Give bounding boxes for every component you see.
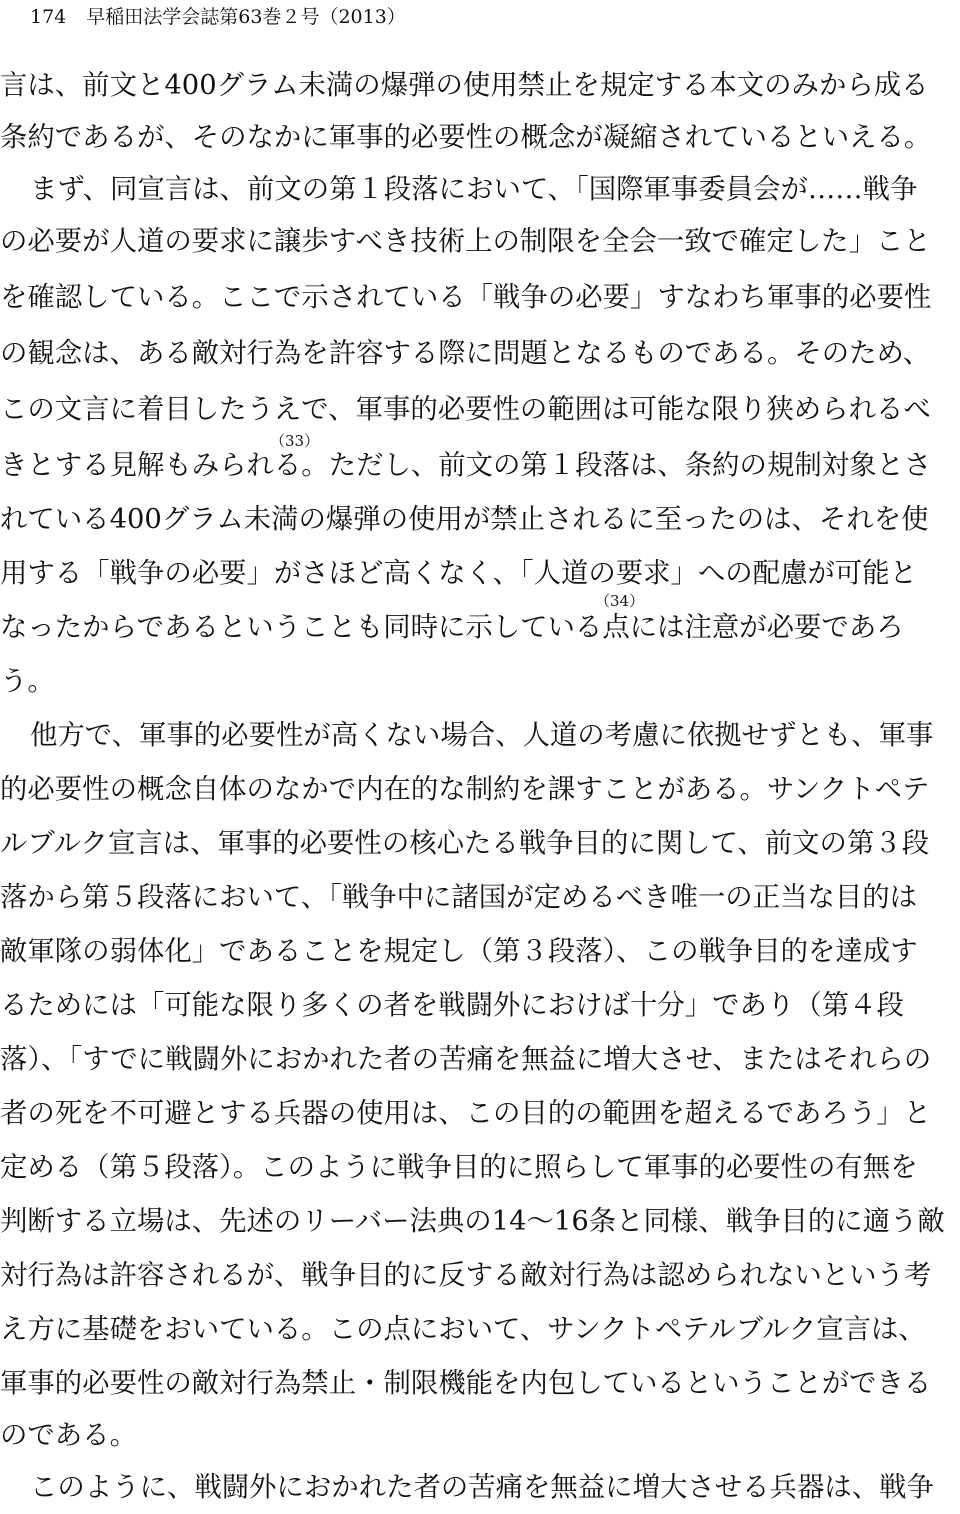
footnote-ref-33: （33） — [270, 432, 320, 450]
page-number: 174 — [30, 6, 67, 28]
text-line: れている400グラム未満の爆弾の使用が禁止されるに至ったのは、それを使 — [0, 504, 929, 535]
journal-title: 早稲田法学会誌第63巻２号（2013） — [86, 6, 406, 28]
text-line: 判断する立場は、先述のリーバー法典の14〜16条と同様、戦争目的に適う敵 — [0, 1206, 945, 1237]
text-line: え方に基礎をおいている。この点において、サンクトペテルブルク宣言は、 — [0, 1314, 926, 1345]
text-line: 的必要性の概念自体のなかで内在的な制約を課すことがある。サンクトペテ — [0, 774, 930, 805]
text-line: 対行為は許容されるが、戦争目的に反する敵対行為は認められないという考 — [0, 1260, 932, 1291]
text-line: 落から第５段落において、「戦争中に諸国が定めるべき唯一の正当な目的は — [0, 882, 918, 913]
text-line: 他方で、軍事的必要性が高くない場合、人道の考慮に依拠せずとも、軍事 — [30, 720, 934, 751]
text-line: 用する「戦争の必要」がさほど高くなく、「人道の要求」への配慮が可能と — [0, 558, 918, 589]
text-line: 言は、前文と400グラム未満の爆弾の使用禁止を規定する本文のみから成る — [0, 70, 929, 101]
text-line: 定める（第５段落）。このように戦争目的に照らして軍事的必要性の有無を — [0, 1152, 918, 1183]
footnote-ref-34: （34） — [595, 592, 645, 610]
text-line: の観念は、ある敵対行為を許容する際に問題となるものである。そのため、 — [0, 338, 931, 369]
text-line: う。 — [0, 666, 55, 697]
text-line: のである。 — [0, 1420, 137, 1451]
text-line: 条約であるが、そのなかに軍事的必要性の概念が凝縮されているといえる。 — [0, 122, 932, 153]
text-line: きとする見解もみられる。ただし、前文の第１段落は、条約の規制対象とさ — [0, 450, 932, 481]
text-line: 者の死を不可避とする兵器の使用は、この目的の範囲を超えるであろう」と — [0, 1098, 932, 1129]
text-line: このように、戦闘外におかれた者の苦痛を無益に増大させる兵器は、戦争 — [30, 1472, 934, 1503]
text-line: 軍事的必要性の敵対行為禁止・制限機能を内包しているということができる — [0, 1368, 932, 1399]
text-line: この文言に着目したうえで、軍事的必要性の範囲は可能な限り狭められるべ — [0, 394, 931, 425]
text-line: ルブルク宣言は、軍事的必要性の核心たる戦争目的に関して、前文の第３段 — [0, 828, 930, 859]
text-line: まず、同宣言は、前文の第１段落において、「国際軍事委員会が……戦争 — [30, 174, 918, 205]
text-line: 落）、「すでに戦闘外におかれた者の苦痛を無益に増大させ、またはそれらの — [0, 1044, 932, 1075]
text-line: なったからであるということも同時に示している点には注意が必要であろ — [0, 612, 904, 643]
text-line: を確認している。ここで示されている「戦争の必要」すなわち軍事的必要性 — [0, 282, 932, 313]
running-header — [30, 4, 406, 30]
text-line: 敵軍隊の弱体化」であることを規定し（第３段落）、この戦争目的を達成す — [0, 936, 918, 967]
text-line: の必要が人道の要求に譲歩すべき技術上の制限を全会一致で確定した」こと — [0, 226, 931, 257]
text-line: るためには「可能な限り多くの者を戦闘外におけば十分」であり（第４段 — [0, 990, 904, 1021]
